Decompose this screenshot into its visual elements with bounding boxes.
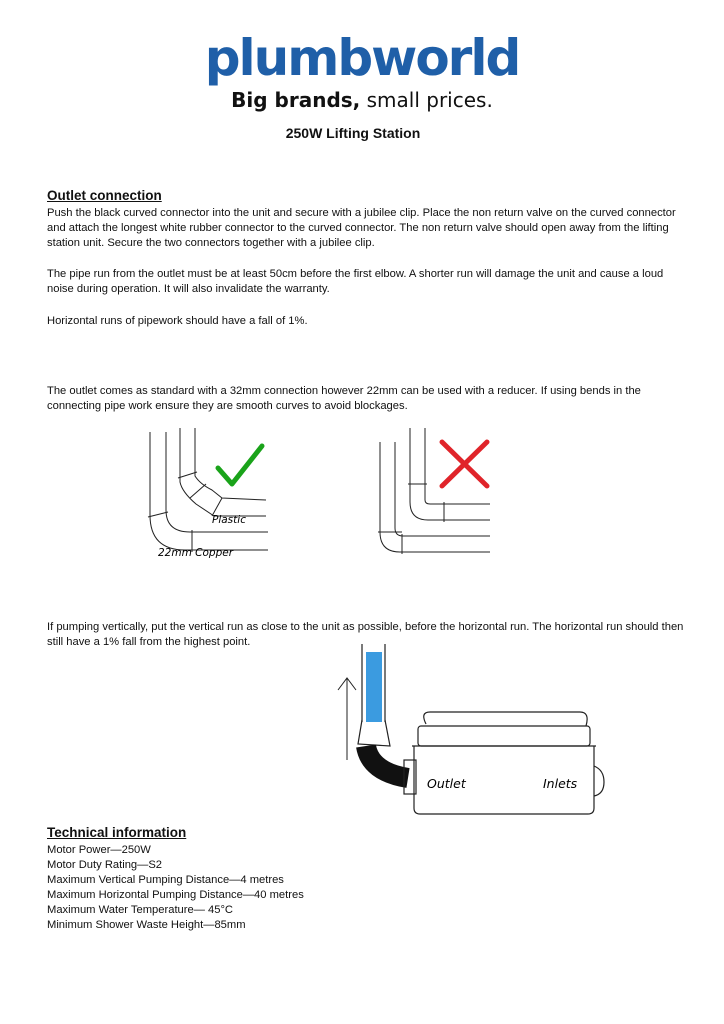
outlet-paragraph-1: Push the black curved connector into the unit and secure with a jubilee clip. Place the non return valve on the curved connector and attach the longest white rubber connector to the curved connector. The non return valve should open away from the lifting station unit. Secure the two connectors together with a jubilee clip. (47, 207, 676, 249)
tick-icon (218, 446, 262, 484)
label-plastic: Plastic (212, 514, 246, 526)
label-outlet: Outlet (427, 776, 466, 791)
outlet-heading: Outlet connection (47, 188, 162, 203)
good-bend-pipes (148, 428, 268, 552)
tagline-bold: Big brands, (231, 88, 361, 112)
pump-unit (404, 712, 604, 814)
spec-item: Motor Power—250W (47, 844, 151, 856)
technical-heading: Technical information (47, 825, 187, 840)
lifting-station-diagram (0, 640, 724, 820)
label-copper: 22mm Copper (158, 547, 234, 559)
brand-logo: plumbworld (204, 29, 520, 87)
water-column (366, 652, 382, 722)
label-inlets: Inlets (543, 776, 578, 791)
flow-arrow-icon (338, 678, 356, 760)
vertical-paragraph: If pumping vertically, put the vertical run as close to the unit as possible, before the horizontal run. The horizontal run should then still have a 1% fall from the highest point. (47, 621, 684, 648)
outlet-paragraph-4: The outlet comes as standard with a 32mm connection however 22mm can be used with a reducer. If using bends in the connecting pipe work ensure they are smooth curves to avoid blockages. (47, 385, 641, 412)
outlet-paragraph-3: Horizontal runs of pipework should have a fall of 1%. (47, 315, 308, 327)
brand-tagline (0, 87, 724, 113)
spec-item: Minimum Shower Waste Height—85mm (47, 919, 246, 931)
spec-item: Maximum Water Temperature— 45°C (47, 904, 234, 916)
bend-diagram (0, 420, 724, 570)
spec-item: Maximum Horizontal Pumping Distance—40 metres (47, 889, 304, 901)
bad-bend-pipes (378, 428, 490, 554)
outlet-paragraph-2: The pipe run from the outlet must be at least 50cm before the first elbow. A shorter run will damage the unit and cause a loud noise during operation. It will also invalidate the warranty. (47, 268, 664, 295)
page-title: 250W Lifting Station (285, 125, 421, 141)
tagline-rest: small prices. (360, 88, 493, 112)
black-curved-connector (366, 746, 408, 778)
spec-item: Motor Duty Rating—S2 (47, 859, 163, 871)
spec-item: Maximum Vertical Pumping Distance—4 metres (47, 874, 284, 886)
cross-icon (442, 442, 487, 486)
